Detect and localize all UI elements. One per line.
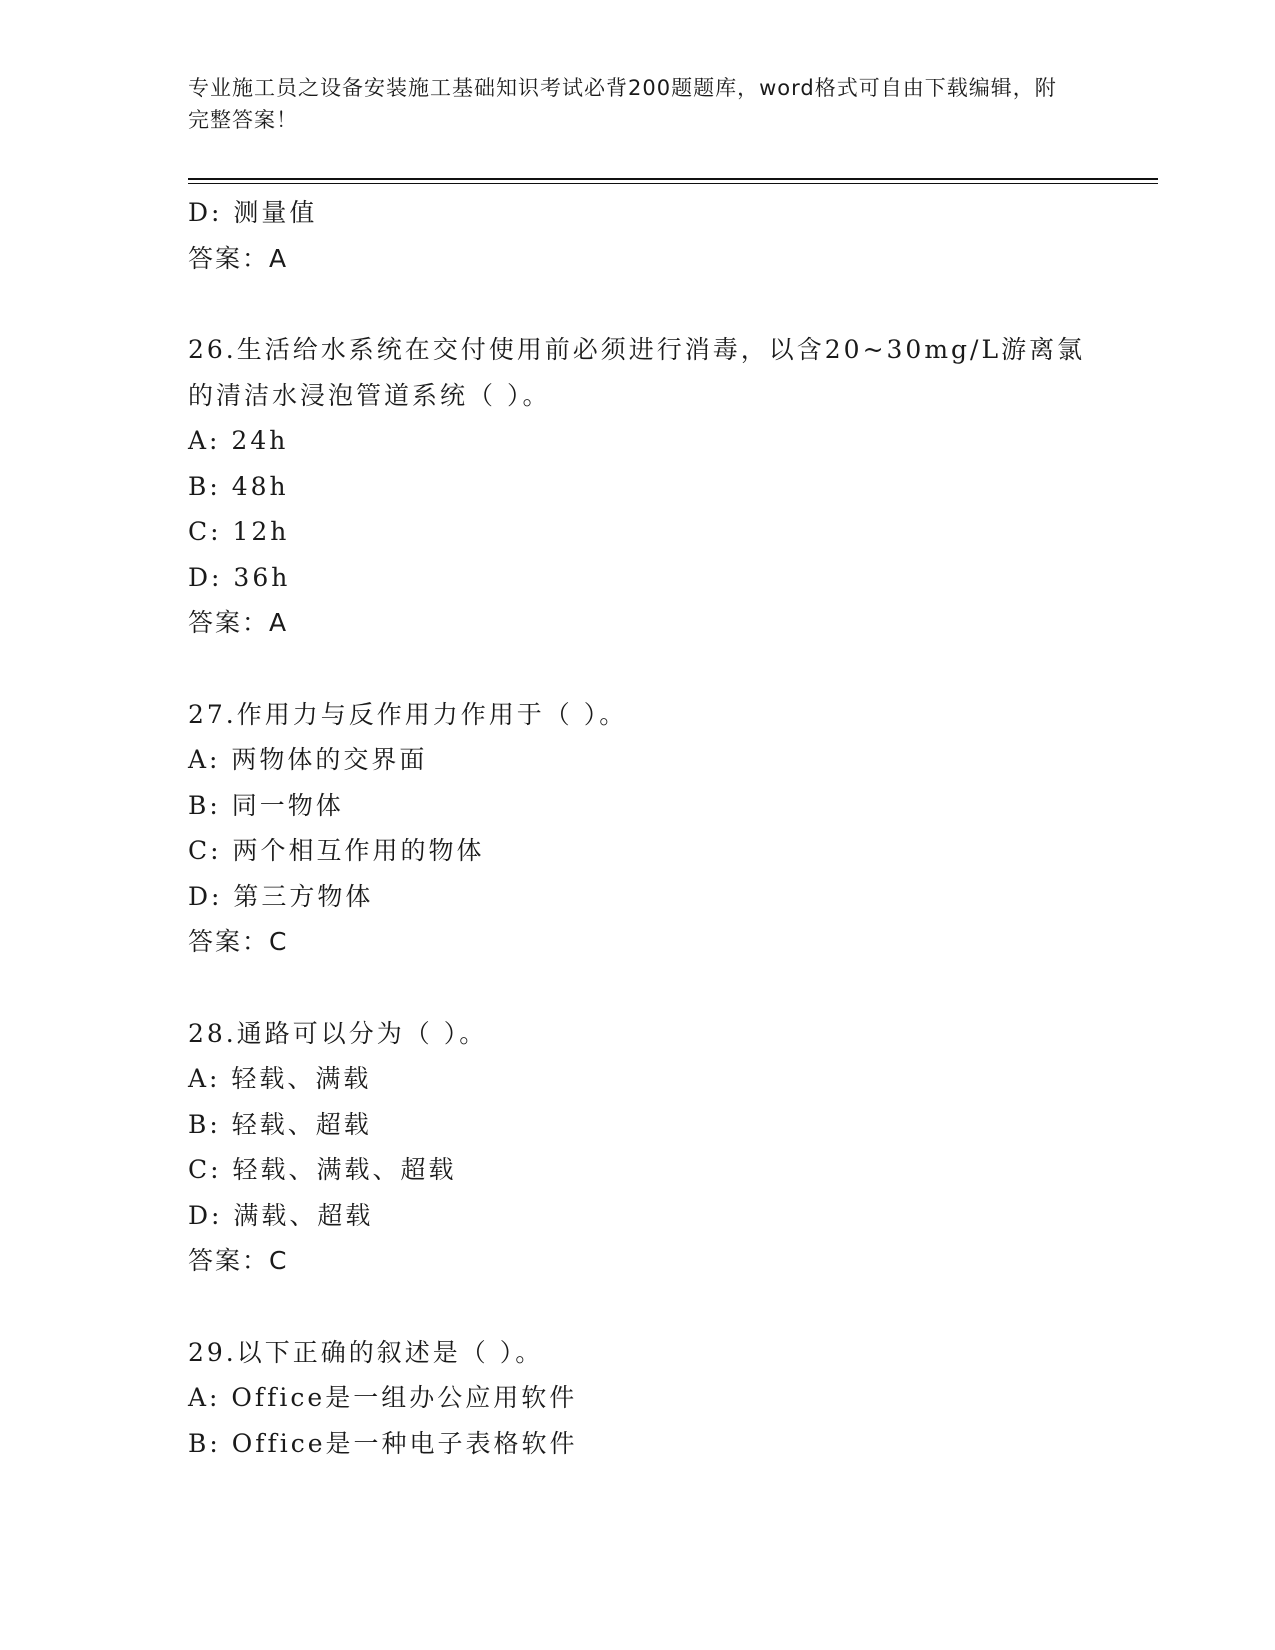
header-rule-thick xyxy=(188,178,1158,180)
answer: 答案：C xyxy=(188,927,289,956)
option-a: A: 两物体的交界面 xyxy=(188,745,428,774)
option-b: B: 同一物体 xyxy=(188,790,344,820)
question-text: 28.通路可以分为（ ）。 xyxy=(188,1018,488,1048)
page-header: 专业施工员之设备安装施工基础知识考试必背200题题库，word格式可自由下载编辑，附完整答案！ xyxy=(188,76,1057,132)
header-rule-thin xyxy=(188,183,1158,184)
option-d: D: 第三方物体 xyxy=(188,881,374,911)
question-text: 29.以下正确的叙述是（ ）。 xyxy=(188,1337,544,1367)
option-b: B: 轻载、超载 xyxy=(188,1109,372,1139)
option-b: B: 48h xyxy=(188,471,289,501)
question-text: 26.生活给水系统在交付使用前必须进行消毒，以含20~30mg/L游离氯的清洁水浸泡管道系统（ ）。 xyxy=(188,335,1086,410)
option-d: D: 满载、超载 xyxy=(188,1200,374,1230)
prev-option-d: D: 测量值 xyxy=(188,198,318,227)
answer: 答案：A xyxy=(188,608,289,637)
question-text: 27.作用力与反作用力作用于（ ）。 xyxy=(188,699,628,729)
question-29 xyxy=(188,1330,1088,1467)
question-28 xyxy=(188,1011,1088,1284)
question-content xyxy=(188,190,1088,1466)
option-a: A: 轻载、满载 xyxy=(188,1064,372,1093)
option-c: C: 轻载、满载、超载 xyxy=(188,1155,457,1184)
option-a: A: Office是一组办公应用软件 xyxy=(188,1383,578,1412)
option-a: A: 24h xyxy=(188,426,289,455)
question-27 xyxy=(188,692,1088,965)
option-c: C: 两个相互作用的物体 xyxy=(188,836,485,865)
option-d: D: 36h xyxy=(188,562,291,592)
option-b: B: Office是一种电子表格软件 xyxy=(188,1428,578,1458)
option-c: C: 12h xyxy=(188,517,290,546)
answer: 答案：C xyxy=(188,1246,289,1275)
prev-answer: 答案：A xyxy=(188,243,289,273)
question-26 xyxy=(188,327,1088,646)
